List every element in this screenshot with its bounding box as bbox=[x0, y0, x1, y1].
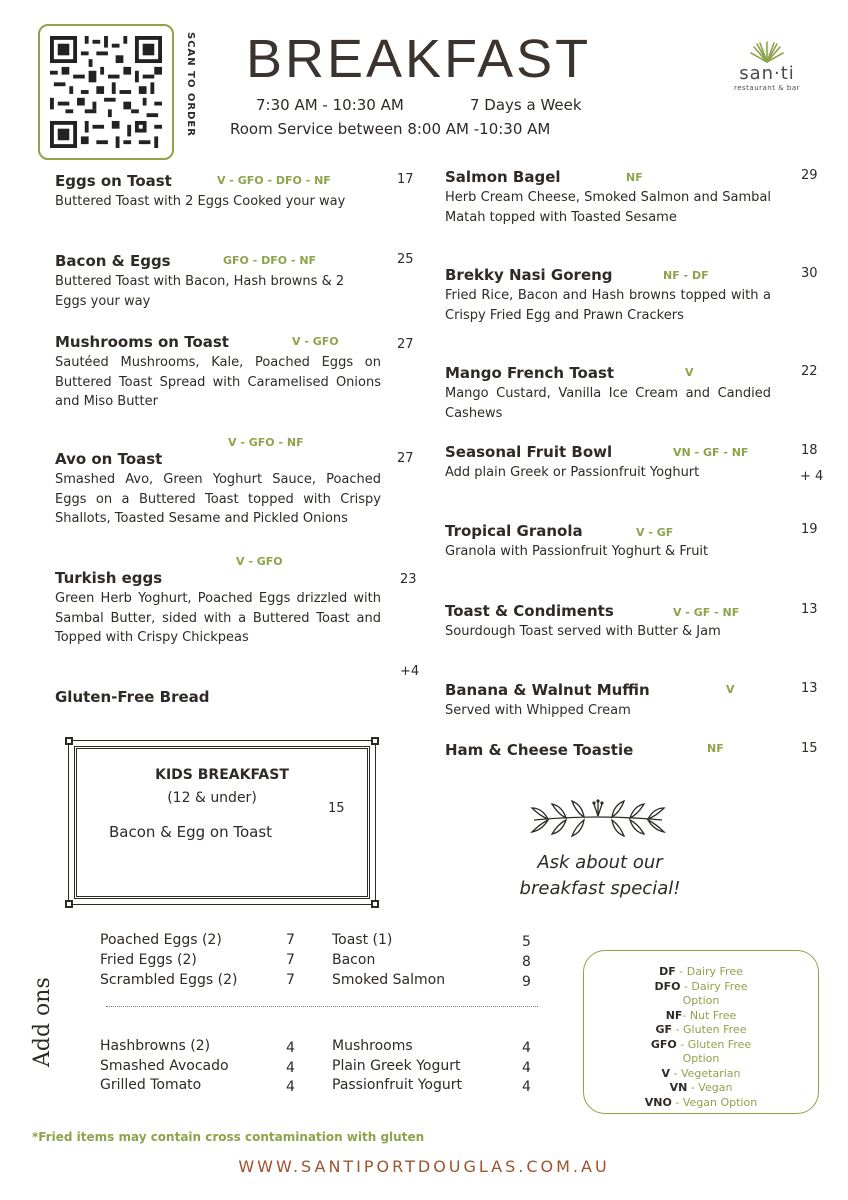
menu-item bbox=[445, 681, 818, 721]
menu-item-name: Eggs on Toast bbox=[55, 172, 172, 190]
menu-item-price: 23 bbox=[400, 572, 417, 587]
frame-corner bbox=[371, 900, 379, 908]
addon-price: 4 bbox=[522, 1060, 531, 1076]
legend-code: GF bbox=[655, 1023, 673, 1036]
legend-code: VNO bbox=[644, 1095, 672, 1109]
fruit-bowl-extra-price: + 4 bbox=[800, 469, 824, 484]
kids-item: Bacon & Egg on Toast bbox=[109, 823, 273, 841]
menu-item-name: Avo on Toast bbox=[55, 450, 163, 468]
menu-item-description: Buttered Toast with 2 Eggs Cooked your way bbox=[55, 194, 346, 209]
menu-item bbox=[445, 168, 818, 227]
legend-row bbox=[584, 1009, 818, 1024]
kids-title: KIDS BREAKFAST bbox=[155, 767, 289, 783]
addon-price: 4 bbox=[522, 1040, 531, 1056]
legend-text: - Vegan Option bbox=[675, 1095, 758, 1109]
menu-item-price: 29 bbox=[801, 168, 818, 183]
dietary-tags: GFO - DFO - NF bbox=[223, 254, 317, 267]
menu-item bbox=[55, 555, 417, 648]
legend-code: VN bbox=[669, 1081, 688, 1094]
menu-item-name: Seasonal Fruit Bowl bbox=[445, 443, 613, 461]
menu-item-description: Sourdough Toast served with Butter & Jam bbox=[445, 624, 721, 639]
dietary-tags: NF - DF bbox=[663, 269, 709, 282]
addon-price: 5 bbox=[522, 934, 531, 950]
addon-name: Bacon bbox=[332, 952, 376, 968]
menu-item-description: Herb Cream Cheese, Smoked Salmon and Sambal Matah topped with Toasted Sesame bbox=[445, 190, 771, 225]
legend-code: DF bbox=[659, 965, 676, 978]
legend-text: Option bbox=[682, 994, 720, 1007]
brand-subtitle: restaurant & bar bbox=[733, 84, 801, 92]
menu-item bbox=[55, 333, 414, 412]
menu-item-name: Tropical Granola bbox=[445, 522, 583, 540]
palm-leaf-icon bbox=[749, 40, 785, 64]
frame-corner bbox=[371, 737, 379, 745]
addon-price: 4 bbox=[522, 1079, 531, 1095]
menu-item-description: Add plain Greek or Passionfruit Yoghurt bbox=[445, 465, 700, 480]
menu-item-name: Mushrooms on Toast bbox=[55, 333, 229, 351]
addon-name: Smashed Avocado bbox=[100, 1058, 229, 1074]
menu-item-price: 27 bbox=[397, 337, 414, 352]
menu-item-name: Salmon Bagel bbox=[445, 168, 561, 186]
addon-price: 7 bbox=[286, 972, 295, 988]
legend-text: - Gluten Free bbox=[680, 1037, 752, 1051]
menu-item bbox=[445, 602, 818, 642]
addon-price: 7 bbox=[286, 952, 295, 968]
addon-price: 4 bbox=[286, 1079, 295, 1095]
dietary-tags: V - GFO bbox=[292, 335, 339, 348]
menu-item-description: Smashed Avo, Green Yoghurt Sauce, Poached Eggs on a Buttered Toast topped with Crispy Shallots, Toasted Sesame and Pickled Onions bbox=[55, 472, 381, 526]
legend-row bbox=[584, 1081, 818, 1096]
addons-title: Add ons bbox=[30, 977, 55, 1067]
menu-item bbox=[55, 436, 414, 529]
dietary-tags: V - GFO - NF bbox=[228, 436, 304, 449]
legend-text: - Vegan bbox=[690, 1081, 733, 1094]
legend-row bbox=[584, 1096, 818, 1111]
menu-item bbox=[445, 266, 818, 325]
addons-divider bbox=[106, 1006, 538, 1007]
menu-item-price: 13 bbox=[801, 602, 818, 617]
addon-name: Smoked Salmon bbox=[332, 972, 446, 988]
legend-code: V bbox=[661, 1066, 670, 1080]
kids-age-note: (12 & under) bbox=[167, 790, 257, 806]
qr-code-icon[interactable] bbox=[50, 36, 162, 148]
restaurant-logo bbox=[722, 40, 812, 104]
scan-to-order-label: SCAN TO ORDER bbox=[185, 32, 196, 137]
kids-breakfast-box bbox=[68, 740, 376, 905]
qr-code-frame[interactable] bbox=[38, 24, 174, 160]
menu-item-price: 17 bbox=[397, 172, 414, 187]
menu-item-price: 22 bbox=[801, 364, 818, 379]
addon-price: 4 bbox=[286, 1060, 295, 1076]
menu-item bbox=[445, 443, 818, 483]
menu-item-description: Fried Rice, Bacon and Hash browns topped with a Crispy Fried Egg and Prawn Crackers bbox=[445, 288, 771, 323]
addon-name: Mushrooms bbox=[332, 1038, 413, 1054]
menu-item-price: 19 bbox=[801, 522, 818, 537]
legend-row bbox=[584, 980, 818, 995]
dietary-tags: VN - GF - NF bbox=[673, 446, 749, 459]
legend-row bbox=[584, 965, 818, 980]
room-service-hours: Room Service between 8:00 AM -10:30 AM bbox=[230, 120, 551, 138]
legend-row bbox=[584, 1067, 818, 1082]
addon-name: Passionfruit Yogurt bbox=[332, 1077, 462, 1093]
menu-item-price: 27 bbox=[397, 451, 414, 466]
legend-code: GFO bbox=[650, 1037, 677, 1051]
breakfast-special-note bbox=[480, 850, 720, 902]
allergen-footnote: *Fried items may contain cross contamination with gluten bbox=[32, 1130, 425, 1144]
special-line-2: breakfast special! bbox=[519, 878, 681, 899]
addon-price: 7 bbox=[286, 932, 295, 948]
menu-item-price: 15 bbox=[801, 741, 818, 756]
addon-name: Plain Greek Yogurt bbox=[332, 1058, 461, 1074]
legend-row bbox=[584, 1023, 818, 1038]
legend-text: - Dairy Free bbox=[683, 979, 748, 993]
addon-name: Scrambled Eggs (2) bbox=[100, 972, 238, 988]
dietary-tags: NF bbox=[626, 171, 643, 184]
menu-item-price: 30 bbox=[801, 266, 818, 281]
menu-item-name: Banana & Walnut Muffin bbox=[445, 681, 650, 699]
addon-price: 4 bbox=[286, 1040, 295, 1056]
menu-item-name: Bacon & Eggs bbox=[55, 252, 171, 270]
menu-item-description: Sautéed Mushrooms, Kale, Poached Eggs on Buttered Toast Spread with Caramelised Onions and Miso Butter bbox=[55, 355, 381, 409]
menu-item bbox=[55, 252, 414, 311]
page-title: BREAKFAST bbox=[246, 29, 592, 89]
menu-item-price: 13 bbox=[801, 681, 818, 696]
gluten-free-bread-price: +4 bbox=[400, 664, 420, 679]
menu-item-name: Toast & Condiments bbox=[445, 602, 614, 620]
frame-corner bbox=[65, 737, 73, 745]
addon-name: Poached Eggs (2) bbox=[100, 932, 222, 948]
legend-text: - Dairy Free bbox=[679, 965, 743, 978]
special-line-1: Ask about our bbox=[537, 852, 663, 873]
dietary-tags: V - GF bbox=[636, 526, 674, 539]
menu-item-description: Green Herb Yoghurt, Poached Eggs drizzled with Sambal Butter, sided with a Buttered Toast and Topped with Crispy Chickpeas bbox=[55, 591, 381, 645]
gluten-free-bread: Gluten-Free Bread bbox=[55, 688, 210, 706]
menu-item-description: Served with Whipped Cream bbox=[445, 703, 631, 718]
menu-item-price: 18 bbox=[801, 443, 818, 458]
menu-item bbox=[445, 522, 818, 562]
menu-item bbox=[55, 172, 414, 212]
frame-corner bbox=[65, 900, 73, 908]
menu-item-name: Ham & Cheese Toastie bbox=[445, 741, 634, 759]
addon-name: Hashbrowns (2) bbox=[100, 1038, 211, 1054]
addon-price: 9 bbox=[522, 974, 531, 990]
dietary-tags: V - GFO - DFO - NF bbox=[217, 174, 331, 187]
addon-name: Grilled Tomato bbox=[100, 1077, 202, 1093]
kids-price: 15 bbox=[328, 801, 345, 816]
legend-text: - Nut Free bbox=[682, 1008, 737, 1022]
legend-row bbox=[584, 1038, 818, 1053]
addon-price: 8 bbox=[522, 954, 531, 970]
menu-item-description: Granola with Passionfruit Yoghurt & Fruit bbox=[445, 544, 709, 559]
dietary-tags: V - GF - NF bbox=[673, 606, 740, 619]
dietary-tags: NF bbox=[707, 742, 724, 755]
dietary-tags: V bbox=[726, 683, 735, 696]
legend-row bbox=[584, 994, 818, 1009]
legend-row bbox=[584, 1052, 818, 1067]
website-link[interactable]: WWW.SANTIPORTDOUGLAS.COM.AU bbox=[238, 1157, 610, 1176]
dietary-tags: V - GFO bbox=[236, 555, 283, 568]
legend-code: NF bbox=[665, 1008, 683, 1022]
menu-item bbox=[445, 741, 818, 759]
legend-text: Option bbox=[682, 1052, 720, 1065]
menu-item-price: 25 bbox=[397, 252, 414, 267]
menu-item-description: Buttered Toast with Bacon, Hash browns & 2 Eggs your way bbox=[55, 274, 345, 309]
brand-name: san·ti bbox=[739, 63, 795, 84]
legend-text: - Vegetarian bbox=[673, 1066, 741, 1080]
menu-item-name: Brekky Nasi Goreng bbox=[445, 266, 613, 284]
service-days: 7 Days a Week bbox=[470, 96, 582, 114]
service-hours: 7:30 AM - 10:30 AM bbox=[256, 96, 404, 114]
leaf-sprig-icon bbox=[528, 796, 668, 840]
dietary-tags: V bbox=[685, 366, 694, 379]
menu-item bbox=[445, 364, 818, 423]
menu-item-description: Mango Custard, Vanilla Ice Cream and Candied Cashews bbox=[445, 386, 771, 421]
dietary-legend bbox=[583, 950, 819, 1114]
menu-item-name: Turkish eggs bbox=[55, 569, 163, 587]
menu-item-name: Mango French Toast bbox=[445, 364, 615, 382]
legend-code: DFO bbox=[654, 979, 681, 993]
addon-name: Fried Eggs (2) bbox=[100, 952, 197, 968]
legend-text: - Gluten Free bbox=[675, 1023, 747, 1036]
addon-name: Toast (1) bbox=[332, 932, 393, 948]
